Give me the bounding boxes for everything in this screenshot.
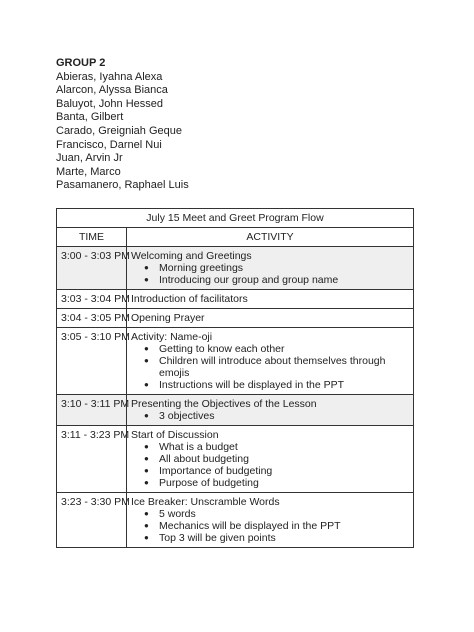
member-name: Banta, Gilbert [56,111,124,124]
table-row [57,247,414,290]
activity-bullet-list [131,441,409,489]
group-title: GROUP 2 [56,57,106,69]
time-cell: 3:23 - 3:30 PM [57,493,127,548]
member-name: Baluyot, John Hessed [56,97,164,110]
time-cell: 3:03 - 3:04 PM [57,290,127,309]
activity-title: Activity: Name-oji [131,331,213,343]
activity-cell [127,493,414,548]
table-row [57,309,414,328]
activity-title: Welcoming and Greetings [131,250,252,262]
activity-bullet-item: ● Children will introduce about themselves through emojis [159,355,409,379]
member-name: Alarcon, Alyssa Bianca [56,84,168,97]
member-name: Abieras, Iyahna Alexa [56,70,163,83]
time-cell: 3:10 - 3:11 PM [57,395,127,426]
activity-title: Start of Discussion [131,429,219,441]
activity-cell [127,309,414,328]
member-name: Pasamanero, Raphael Luis [56,179,189,192]
time-cell: 3:04 - 3:05 PM [57,309,127,328]
table-title-row [57,209,414,228]
activity-bullet-list [131,508,409,544]
activity-bullet-item: ● 5 words [159,508,409,520]
activity-cell [127,290,414,309]
time-cell: 3:11 - 3:23 PM [57,426,127,493]
group-members-block [56,57,189,193]
activity-bullet-item: ● Mechanics will be displayed in the PPT [159,520,409,532]
time-cell: 3:00 - 3:03 PM [57,247,127,290]
activity-bullet-item: ● What is a budget [159,441,409,453]
activity-bullet-item: ● 3 objectives [159,410,409,422]
table-row [57,290,414,309]
activity-bullet-item: ● Importance of budgeting [159,465,409,477]
table-row [57,395,414,426]
table-row [57,328,414,395]
program-flow-table [56,208,414,548]
activity-bullet-item: ● Top 3 will be given points [159,532,409,544]
activity-bullet-list [131,343,409,391]
activity-bullet-item: ● All about budgeting [159,453,409,465]
activity-cell [127,328,414,395]
member-name: Francisco, Darnel Nui [56,138,162,151]
table-title: July 15 Meet and Greet Program Flow [57,209,414,228]
activity-title: Presenting the Objectives of the Lesson [131,398,317,410]
member-name: Marte, Marco [56,165,121,178]
activity-title: Opening Prayer [131,312,205,324]
activity-bullet-item: ● Getting to know each other [159,343,409,355]
header-activity: ACTIVITY [127,228,414,247]
activity-bullet-item: ● Morning greetings [159,262,409,274]
member-name: Juan, Arvin Jr [56,152,123,165]
activity-title: Ice Breaker: Unscramble Words [131,496,280,508]
activity-cell [127,426,414,493]
table-header-row [57,228,414,247]
activity-bullet-item: ● Introducing our group and group name [159,274,409,286]
activity-bullet-list [131,410,409,422]
table-row [57,493,414,548]
time-cell: 3:05 - 3:10 PM [57,328,127,395]
table-row [57,426,414,493]
member-name: Carado, Greigniah Geque [56,124,182,137]
activity-cell [127,247,414,290]
activity-bullet-item: ● Instructions will be displayed in the PPT [159,379,409,391]
table-body [57,247,414,548]
activity-title: Introduction of facilitators [131,293,248,305]
activity-cell [127,395,414,426]
activity-bullet-list [131,262,409,286]
header-time: TIME [57,228,127,247]
activity-bullet-item: ● Purpose of budgeting [159,477,409,489]
